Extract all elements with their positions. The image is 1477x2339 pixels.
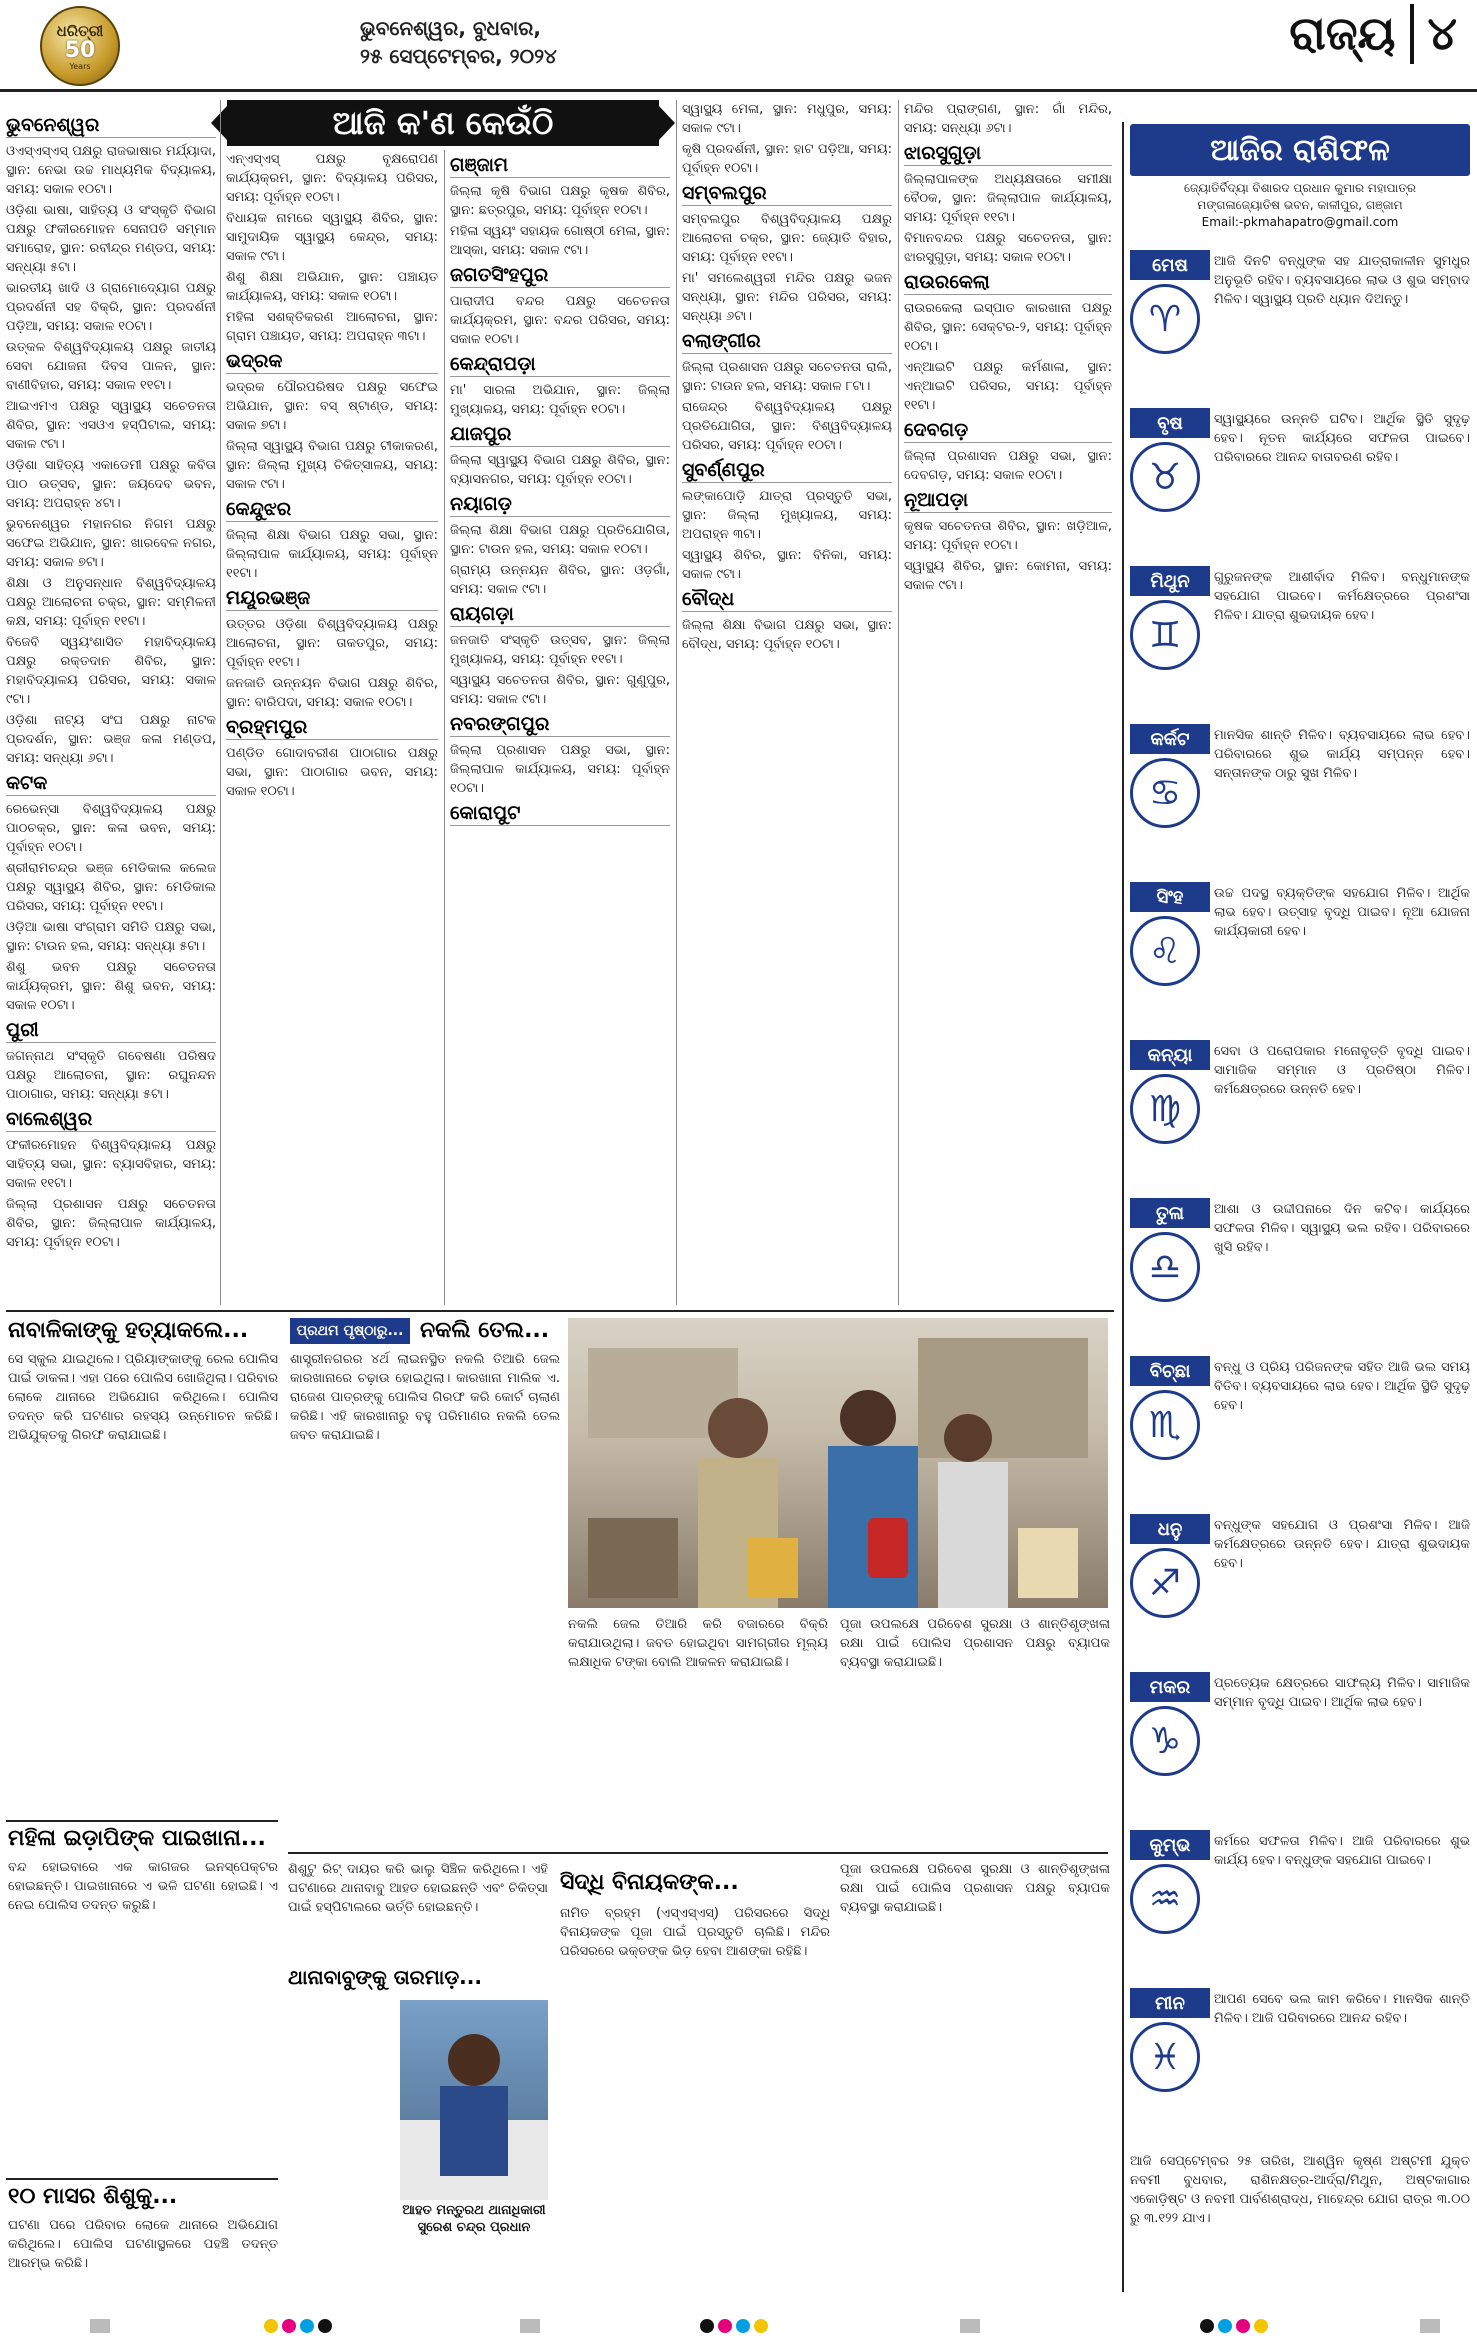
logo-name: ଧରିତ୍ରୀ bbox=[56, 21, 104, 40]
story-headline: ନାବାଳିକାଙ୍କୁ ହତ୍ୟାକଲେ... bbox=[8, 1318, 249, 1343]
news-photo bbox=[568, 1318, 1108, 1608]
author-email: Email:-pkmahapatro@gmail.com bbox=[1201, 215, 1399, 229]
jump-label: ପ୍ରଥମ ପୃଷ୍ଠାରୁ... bbox=[290, 1318, 410, 1344]
district-heading: ନବରଙ୍ଗପୁର bbox=[450, 715, 670, 737]
registration-block bbox=[1420, 2319, 1440, 2333]
black-dot bbox=[1200, 2319, 1214, 2333]
officer-photo bbox=[400, 2000, 548, 2200]
yellow-dot bbox=[264, 2319, 278, 2333]
horoscope-entry bbox=[1130, 1988, 1470, 2138]
zodiac-name: ମୀନ bbox=[1130, 1988, 1210, 2018]
event-item: ଓଡ଼ିଶା ସାହିତ୍ୟ ଏକାଡେମୀ ପକ୍ଷରୁ କବିତା ପାଠ ଉତ୍ସବ, ସ୍ଥାନ: ଜୟଦେବ ଭବନ, ସମୟ: ଅପରାହ୍ନ ୪ଟା। bbox=[6, 458, 216, 511]
zodiac-name: ବିଚ୍ଛା bbox=[1130, 1356, 1210, 1386]
district-heading: ଜଗତସିଂହପୁର bbox=[450, 266, 670, 288]
horoscope-entry bbox=[1130, 408, 1470, 558]
zodiac-name: ମେଷ bbox=[1130, 250, 1210, 280]
district-heading: ବ୍ରହ୍ମପୁର bbox=[226, 718, 438, 740]
dateline-place-day: ଭୁବନେଶ୍ୱର, ବୁଧବାର, bbox=[360, 16, 542, 40]
horoscope-text: ବନ୍ଧୁଙ୍କ ସହଯୋଗ ଓ ପ୍ରଶଂସା ମିଳିବ। ଆଜି କର୍ମକ୍ଷେତ୍ରରେ ଉନ୍ନତି ହେବ। ଯାତ୍ରା ଶୁଭଦାୟକ ହେବ। bbox=[1214, 1518, 1470, 1571]
registration-block bbox=[520, 2319, 540, 2333]
zodiac-name: ମକର bbox=[1130, 1672, 1210, 1702]
event-item: ଜିଲ୍ଲା ପ୍ରଶାସନ ପକ୍ଷରୁ ସଚେତନତା ରାଲି, ସ୍ଥାନ: ଟାଉନ ହଲ, ସମୟ: ସକାଳ ୮ଟା। bbox=[682, 360, 892, 394]
column-rule bbox=[898, 100, 899, 1305]
event-item: ସ୍ୱାସ୍ଥ୍ୟ ଶିବିର, ସ୍ଥାନ: ବିନିକା, ସମୟ: ସକାଳ ୯ଟା। bbox=[682, 548, 892, 582]
event-item: ଶିଶୁ ଭବନ ପକ୍ଷରୁ ସଚେତନତା କାର୍ଯ୍ୟକ୍ରମ, ସ୍ଥାନ: ଶିଶୁ ଭବନ, ସମୟ: ସକାଳ ୧୦ଟା। bbox=[6, 960, 216, 1013]
zodiac-name: କର୍କଟ bbox=[1130, 724, 1210, 754]
logo-years-label: Years bbox=[69, 61, 91, 71]
horoscope-title: ଆଜିର ରାଶିଫଳ bbox=[1130, 124, 1470, 176]
horoscope-text: ଆଜି ଦିନଟି ବନ୍ଧୁଙ୍କ ସହ ଯାତ୍ରାକାଳୀନ ସୁମଧୁର ଅନୁଭୂତି ରହିବ। ବ୍ୟବସାୟରେ ଲାଭ ଓ ଶୁଭ ସମ୍ବାଦ ମିଳିବ। ସ୍ୱାସ୍ଥ୍ୟ ପ୍ରତି ଧ୍ୟାନ ଦିଅନ୍ତୁ। bbox=[1214, 254, 1470, 307]
yellow-dot bbox=[1254, 2319, 1268, 2333]
event-item: ଭାରତୀୟ ଖାଦି ଓ ଗ୍ରାମୋଦ୍ୟୋଗ ପକ୍ଷରୁ ପ୍ରଦର୍ଶନୀ ସହ ବିକ୍ରି, ସ୍ଥାନ: ପ୍ରଦର୍ଶନୀ ପଡ଼ିଆ, ସମୟ: ସକାଳ ୧୦ଟା। bbox=[6, 281, 216, 334]
zodiac-icon: ♏ bbox=[1130, 1390, 1200, 1460]
event-item: ଆଇଏମଏ ପକ୍ଷରୁ ସ୍ୱାସ୍ଥ୍ୟ ସଚେତନତା ଶିବିର, ସ୍ଥାନ: ଏସଓଏ ହସ୍ପିଟାଲ, ସମୟ: ସକାଳ ୯ଟା। bbox=[6, 399, 216, 452]
event-item: ଓଡ଼ିଆ ଭାଷା ସଂଗ୍ରାମ ସମିତି ପକ୍ଷରୁ ସଭା, ସ୍ଥାନ: ଟାଉନ ହଲ, ସମୟ: ସନ୍ଧ୍ୟା ୫ଟା। bbox=[6, 920, 216, 954]
event-item: ଓଡ଼ିଶା ଭାଷା, ସାହିତ୍ୟ ଓ ସଂସ୍କୃତି ବିଭାଗ ପକ୍ଷରୁ ଫକୀରମୋହନ ସେନାପତି ସମ୍ମାନ ସମାରୋହ, ସ୍ଥାନ: ରବୀନ୍ଦ୍ର ମଣ୍ଡପ, ସମୟ: ସନ୍ଧ୍ୟା ୫ଟା। bbox=[6, 203, 216, 275]
district-heading: ବାଲେଶ୍ୱର bbox=[6, 1110, 216, 1132]
district-heading: ରାଉରକେଲା bbox=[904, 273, 1112, 295]
story-headline: ଥାନାବାବୁଙ୍କୁ ତାରମାଡ଼... bbox=[288, 1965, 482, 1989]
section-rule bbox=[6, 1820, 278, 1822]
magenta-dot bbox=[1236, 2319, 1250, 2333]
zodiac-icon: ♑ bbox=[1130, 1706, 1200, 1776]
cyan-dot bbox=[736, 2319, 750, 2333]
horoscope-entry bbox=[1130, 882, 1470, 1032]
horoscope-entry bbox=[1130, 1356, 1470, 1506]
event-item: ଜିଲ୍ଲା ସ୍ୱାସ୍ଥ୍ୟ ବିଭାଗ ପକ୍ଷରୁ ଟୀକାକରଣ, ସ୍ଥାନ: ଜିଲ୍ଲା ମୁଖ୍ୟ ଚିକିତ୍ସାଳୟ, ସମୟ: ସକାଳ ୯ଟା। bbox=[226, 439, 438, 492]
horoscope-text: ଆପଣ ସେବେ ଭଲ କାମ କରିବେ। ମାନସିକ ଶାନ୍ତି ମିଳିବ। ଆଜି ପରିବାରରେ ଆନନ୍ଦ ରହିବ। bbox=[1214, 1992, 1470, 2026]
horoscope-entry bbox=[1130, 1198, 1470, 1348]
event-item: ଶିକ୍ଷା ଓ ଅନୁସନ୍ଧାନ ବିଶ୍ୱବିଦ୍ୟାଳୟ ପକ୍ଷରୁ ଆଲୋଚନା ଚକ୍ର, ସ୍ଥାନ: ସମ୍ମିଳନୀ କକ୍ଷ, ସମୟ: ପୂର୍ବାହ୍ନ ୧୧ଟା। bbox=[6, 576, 216, 629]
district-heading: ଗଞ୍ଜାମ bbox=[450, 156, 670, 178]
photo-illustration bbox=[568, 1318, 1108, 1608]
district-heading: କୋରାପୁଟ bbox=[450, 804, 670, 826]
event-item: ସ୍ୱାସ୍ଥ୍ୟ ମେଳା, ସ୍ଥାନ: ମଧୁପୁର, ସମୟ: ସକାଳ ୯ଟା। bbox=[682, 102, 892, 136]
logo-years-number: 50 bbox=[64, 37, 96, 63]
section-rule bbox=[288, 1852, 1108, 1854]
zodiac-name: ଧନୁ bbox=[1130, 1514, 1210, 1544]
event-item: ସମ୍ବଲପୁର ବିଶ୍ୱବିଦ୍ୟାଳୟ ପକ୍ଷରୁ ଆଲୋଚନା ଚକ୍ର, ସ୍ଥାନ: ଜ୍ୟୋତି ବିହାର, ସମୟ: ପୂର୍ବାହ୍ନ ୧୧ଟା। bbox=[682, 212, 892, 265]
event-item: ଜିଲ୍ଲାପାଳଙ୍କ ଅଧ୍ୟକ୍ଷତାରେ ସମୀକ୍ଷା ବୈଠକ, ସ୍ଥାନ: ଜିଲ୍ଲାପାଳ କାର୍ଯ୍ୟାଳୟ, ସମୟ: ପୂର୍ବାହ୍ନ ୧୧ଟା। bbox=[904, 172, 1112, 225]
event-item: ଏନ୍ଏସ୍ଏସ୍ ପକ୍ଷରୁ ବୃକ୍ଷରୋପଣ କାର୍ଯ୍ୟକ୍ରମ, ସ୍ଥାନ: ବିଦ୍ୟାଳୟ ପରିସର, ସମୟ: ପୂର୍ବାହ୍ନ ୧୦ଟା। bbox=[226, 152, 438, 205]
zodiac-name: ମିଥୁନ bbox=[1130, 566, 1210, 596]
story-body: ନାମିତ ବ୍ରହ୍ମ (ଏସ୍ଏସ୍ଏସ୍) ପରିସରରେ ସିଦ୍ଧି ବିନାୟକଙ୍କ ପୂଜା ପାଇଁ ପ୍ରସ୍ତୁତି ଚାଲିଛି। ମନ୍ଦିର ପରିସରରେ ଭକ୍ତଙ୍କ ଭିଡ଼ ହେବା ଆଶଙ୍କା ରହିଛି। bbox=[560, 1906, 830, 1959]
event-item: ଶିଶୁ ଶିକ୍ଷା ଅଭିଯାନ, ସ୍ଥାନ: ପଞ୍ଚାୟତ କାର୍ଯ୍ୟାଳୟ, ସମୟ: ସକାଳ ୧୦ଟା। bbox=[226, 270, 438, 304]
page-number: ୪ bbox=[1427, 6, 1457, 60]
zodiac-icon: ♍ bbox=[1130, 1074, 1200, 1144]
column-rule bbox=[444, 150, 445, 1305]
yellow-dot bbox=[754, 2319, 768, 2333]
zodiac-name: ତୁଳା bbox=[1130, 1198, 1210, 1228]
section-name: ରାଜ୍ୟ bbox=[1289, 6, 1396, 60]
zodiac-icon: ♋ bbox=[1130, 758, 1200, 828]
events-column-1 bbox=[6, 110, 216, 1305]
district-heading: ବୌଦ୍ଧ bbox=[682, 590, 892, 612]
event-item: ଗ୍ରାମ୍ୟ ଉନ୍ନୟନ ଶିବିର, ସ୍ଥାନ: ଓଡ଼ଗାଁ, ସମୟ: ସକାଳ ୯ଟା। bbox=[450, 563, 670, 597]
event-item: ଜିଲ୍ଲା ସ୍ୱାସ୍ଥ୍ୟ ବିଭାଗ ପକ୍ଷରୁ ଶିବିର, ସ୍ଥାନ: ବ୍ୟାସନଗର, ସମୟ: ପୂର୍ବାହ୍ନ ୧୦ଟା। bbox=[450, 453, 670, 487]
masthead bbox=[0, 0, 1477, 92]
district-heading: ଯାଜପୁର bbox=[450, 425, 670, 447]
event-item: ଜିଲ୍ଲା ପ୍ରଶାସନ ପକ୍ଷରୁ ସଭା, ସ୍ଥାନ: ଜିଲ୍ଲାପାଳ କାର୍ଯ୍ୟାଳୟ, ସମୟ: ପୂର୍ବାହ୍ନ ୧୦ଟା। bbox=[450, 743, 670, 796]
event-item: କୃଷି ପ୍ରଦର୍ଶନୀ, ସ୍ଥାନ: ହାଟ ପଡ଼ିଆ, ସମୟ: ପୂର୍ବାହ୍ନ ୧୦ଟା। bbox=[682, 142, 892, 176]
photo-caption: ଆହତ ମନ୍ତୁରଥ ଥାନାଧିକାରୀ ସୁରେଶ ଚନ୍ଦ୍ର ପ୍ରଧାନ bbox=[402, 2203, 546, 2235]
event-item: ଉତ୍କଳ ବିଶ୍ୱବିଦ୍ୟାଳୟ ପକ୍ଷରୁ ଜାତୀୟ ସେବା ଯୋଜନା ଦିବସ ପାଳନ, ସ୍ଥାନ: ବାଣୀବିହାର, ସମୟ: ସକାଳ ୧୧ଟା। bbox=[6, 340, 216, 393]
district-heading: ଭଦ୍ରକ bbox=[226, 352, 438, 374]
horoscope-text: ଆଶା ଓ ଉଦ୍ଦୀପନାରେ ଦିନ କଟିବ। କାର୍ଯ୍ୟରେ ସଫଳତା ମିଳିବ। ସ୍ୱାସ୍ଥ୍ୟ ଭଲ ରହିବ। ପରିବାରରେ ଖୁସି ରହିବ। bbox=[1214, 1202, 1470, 1255]
horoscope-text: ଗୁରୁଜନଙ୍କ ଆଶୀର୍ବାଦ ମିଳିବ। ବନ୍ଧୁମାନଙ୍କ ସହଯୋଗ ପାଇବେ। କର୍ମକ୍ଷେତ୍ରରେ ପ୍ରଶଂସା ମିଳିବ। ଯାତ୍ରା ଶୁଭଦାୟକ ହେବ। bbox=[1214, 570, 1470, 623]
dateline bbox=[360, 14, 557, 70]
event-item: ମହିଳା ସଶକ୍ତିକରଣ ଆଲୋଚନା, ସ୍ଥାନ: ଗ୍ରାମ ପଞ୍ଚାୟତ, ସମୟ: ଅପରାହ୍ନ ୩ଟା। bbox=[226, 310, 438, 344]
zodiac-name: ବୃଷ bbox=[1130, 408, 1210, 438]
event-item: ଓଡ଼ିଶା ନାଟ୍ୟ ସଂଘ ପକ୍ଷରୁ ନାଟକ ପ୍ରଦର୍ଶନ, ସ୍ଥାନ: ଭଞ୍ଜ କଳା ମଣ୍ଡପ, ସମୟ: ସନ୍ଧ୍ୟା ୬ଟା। bbox=[6, 713, 216, 766]
section-rule bbox=[6, 2178, 278, 2180]
events-column-5 bbox=[904, 100, 1112, 1305]
story-body: ପୂଜା ଉପଲକ୍ଷେ ପରିବେଶ ସୁରକ୍ଷା ଓ ଶାନ୍ତିଶୃଙ୍ଖଳା ରକ୍ଷା ପାଇଁ ପୋଲିସ ପ୍ରଶାସନ ପକ୍ଷରୁ ବ୍ୟାପକ ବ୍ୟବସ୍ଥା କରାଯାଇଛି। bbox=[840, 1862, 1110, 1915]
column-rule bbox=[220, 100, 221, 1305]
event-item: ଶ୍ରୀରାମଚନ୍ଦ୍ର ଭଞ୍ଜ ମେଡିକାଲ କଲେଜ ପକ୍ଷରୁ ସ୍ୱାସ୍ଥ୍ୟ ଶିବିର, ସ୍ଥାନ: ମେଡିକାଲ ପରିସର, ସମୟ: ପୂର୍ବାହ୍ନ ୧୧ଟା। bbox=[6, 861, 216, 914]
event-item: ମନ୍ଦିର ପ୍ରାଙ୍ଗଣ, ସ୍ଥାନ: ଗାଁ ମନ୍ଦିର, ସମୟ: ସନ୍ଧ୍ୟା ୬ଟା। bbox=[904, 102, 1112, 136]
events-column-2 bbox=[226, 150, 438, 1305]
magenta-dot bbox=[718, 2319, 732, 2333]
zodiac-name: ସିଂହ bbox=[1130, 882, 1210, 912]
events-column-3 bbox=[450, 150, 670, 1305]
panchang: ଆଜି ସେପ୍ଟେମ୍ବର ୨୫ ତାରିଖ, ଆଶ୍ୱିନ କୃଷ୍ଣ ଅଷ୍ଟମୀ ଯୁକ୍ତ ନବମୀ ବୁଧବାର, ରାଶିନକ୍ଷତ୍ର-ଆର୍ଦ୍ରା/ମିଥୁନ, ଅଷ୍ଟକାଗାର ଏକୋଡ଼ିଷ୍ଟ ଓ ନବମୀ ପାର୍ବଣଶ୍ରାଦ୍ଧ, ମାହେନ୍ଦ୍ର ଯୋଗ ରାତ୍ର ୩.୦୦ ରୁ ୩.୧୨୨ ଯାଏ। bbox=[1130, 2154, 1470, 2226]
horoscope-author bbox=[1130, 180, 1470, 231]
story-body: ଶିଶୁଟୁ ରିଟ୍ ଦାୟର କରି ଭାଲୁ ସିଞ୍ଚିଳ କରିଥିଲେ। ଏହି ଘଟଣାରେ ଥାନାବାବୁ ଆହତ ହୋଇଛନ୍ତି ଏବଂ ଚିକିତ୍ସା ପାଇଁ ହସ୍ପିଟାଲରେ ଭର୍ତ୍ତି ହୋଇଛନ୍ତି। bbox=[288, 1862, 548, 1915]
zodiac-icon: ♈ bbox=[1130, 284, 1200, 354]
horoscope-entry bbox=[1130, 1830, 1470, 1980]
registration-block bbox=[960, 2319, 980, 2333]
zodiac-name: କୁମ୍ଭ bbox=[1130, 1830, 1210, 1860]
column-rule bbox=[676, 100, 677, 1305]
author-address: ମଙ୍ଗଳାଜ୍ୟୋତିଷ ଭବନ, କାଳୀପୁର, ଗଞ୍ଜାମ bbox=[1197, 198, 1403, 212]
magenta-dot bbox=[282, 2319, 296, 2333]
event-item: ଜଗନ୍ନାଥ ସଂସ୍କୃତି ଗବେଷଣା ପରିଷଦ ପକ୍ଷରୁ ଆଲୋଚନା, ସ୍ଥାନ: ରଘୁନନ୍ଦନ ପାଠାଗାର, ସମୟ: ସନ୍ଧ୍ୟା ୫ଟା। bbox=[6, 1049, 216, 1102]
event-item: ସ୍ୱାସ୍ଥ୍ୟ ସଚେତନତା ଶିବିର, ସ୍ଥାନ: ଗୁଣୁପୁର, ସମୟ: ସକାଳ ୯ଟା। bbox=[450, 673, 670, 707]
district-heading: ଝାରସୁଗୁଡ଼ା bbox=[904, 144, 1112, 166]
event-item: ପାରାଦୀପ ବନ୍ଦର ପକ୍ଷରୁ ସଚେତନତା କାର୍ଯ୍ୟକ୍ରମ, ସ୍ଥାନ: ବନ୍ଦର ପରିସର, ସମୟ: ସକାଳ ୧୦ଟା। bbox=[450, 294, 670, 347]
district-heading: ଦେବଗଡ଼ bbox=[904, 421, 1112, 443]
event-item: ଜିଲ୍ଲା ଶିକ୍ଷା ବିଭାଗ ପକ୍ଷରୁ ସଭା, ସ୍ଥାନ: ଜିଲ୍ଲାପାଳ କାର୍ଯ୍ୟାଳୟ, ସମୟ: ପୂର୍ବାହ୍ନ ୧୧ଟା। bbox=[226, 528, 438, 581]
section-rule bbox=[6, 1310, 1114, 1312]
event-item: ଭଦ୍ରକ ପୌରପରିଷଦ ପକ୍ଷରୁ ସଫେଇ ଅଭିଯାନ, ସ୍ଥାନ: ବସ୍ ଷ୍ଟାଣ୍ଡ, ସମୟ: ସକାଳ ୭ଟା। bbox=[226, 380, 438, 433]
district-heading: ନୟାଗଡ଼ bbox=[450, 495, 670, 517]
story-body: ବନ୍ଦ ହୋଇବାରେ ଏକ କାଗଜର ଇନସ୍ପେକ୍ଟର ହୋଇଛନ୍ତି। ପାଇଖାନାରେ ଏ ଭଳି ଘଟଣା ହୋଇଛି। ଏ ନେଇ ପୋଲିସ ତଦନ୍ତ କରୁଛି। bbox=[8, 1860, 278, 1913]
horoscope-entry bbox=[1130, 1514, 1470, 1664]
horoscope-text: ପ୍ରତ୍ୟେକ କ୍ଷେତ୍ରରେ ସାଫଲ୍ୟ ମିଳିବ। ସାମାଜିକ ସମ୍ମାନ ବୃଦ୍ଧି ପାଇବ। ଆର୍ଥିକ ଲାଭ ହେବ। bbox=[1214, 1676, 1470, 1710]
event-item: ଜନଜାତି ଉନ୍ନୟନ ବିଭାଗ ପକ୍ଷରୁ ଶିବିର, ସ୍ଥାନ: ବାରିପଦା, ସମୟ: ସକାଳ ୧୦ଟା। bbox=[226, 676, 438, 710]
events-banner: ଆଜି କ'ଣ କେଉଁଠି bbox=[227, 100, 659, 146]
header-divider bbox=[1410, 4, 1414, 64]
zodiac-icon: ♎ bbox=[1130, 1232, 1200, 1302]
event-item: କୃଷକ ସଚେତନତା ଶିବିର, ସ୍ଥାନ: ଖଡ଼ିଆଳ, ସମୟ: ପୂର୍ବାହ୍ନ ୧୦ଟା। bbox=[904, 519, 1112, 553]
story-body: ଶାସ୍ତ୍ରୀନଗରର ୪ର୍ଥ ଲାଇନସ୍ଥିତ ନକଲି ତିଆରି ଜେଲ କାରଖାନାରେ ଚଢ଼ାଉ ହୋଇଥିଲା। କାରଖାନା ମାଲିକ ଏ. ରାଜେଶ ପାତ୍ରଙ୍କୁ ପୋଲିସ ଗିରଫ କରି କୋର୍ଟ ଚାଲାଣ କରିଛି। ଏହି କାରଖାନାରୁ ବହୁ ପରିମାଣର ନକଲି ତେଲ ଜବତ କରାଯାଇଛି। bbox=[290, 1352, 560, 1443]
event-item: ବିଜେବି ସ୍ୱୟଂଶାସିତ ମହାବିଦ୍ୟାଳୟ ପକ୍ଷରୁ ରକ୍ତଦାନ ଶିବିର, ସ୍ଥାନ: ମହାବିଦ୍ୟାଳୟ ପରିସର, ସମୟ: ସକାଳ ୯ଟା। bbox=[6, 635, 216, 707]
zodiac-icon: ♐ bbox=[1130, 1548, 1200, 1618]
cyan-dot bbox=[300, 2319, 314, 2333]
district-heading: ମୟୂରଭଞ୍ଜ bbox=[226, 589, 438, 611]
story-headline: ମହିଳା ଇଡ଼ାପିଙ୍କ ପାଇଖାନା... bbox=[8, 1826, 266, 1851]
horoscope-text: ମାନସିକ ଶାନ୍ତି ମିଳିବ। ବ୍ୟବସାୟରେ ଲାଭ ହେବ। ପରିବାରରେ ଶୁଭ କାର୍ଯ୍ୟ ସମ୍ପନ୍ନ ହେବ। ସନ୍ତାନଙ୍କ ଠାରୁ ସୁଖ ମିଳିବ। bbox=[1214, 728, 1470, 781]
event-item: ଜନଜାତି ସଂସ୍କୃତି ଉତ୍ସବ, ସ୍ଥାନ: ଜିଲ୍ଲା ମୁଖ୍ୟାଳୟ, ସମୟ: ପୂର୍ବାହ୍ନ ୧୧ଟା। bbox=[450, 633, 670, 667]
event-item: ରାଜେନ୍ଦ୍ର ବିଶ୍ୱବିଦ୍ୟାଳୟ ପକ୍ଷରୁ ପ୍ରତିଯୋଗିତା, ସ୍ଥାନ: ବିଶ୍ୱବିଦ୍ୟାଳୟ ପରିସର, ସମୟ: ପୂର୍ବାହ୍ନ ୧୦ଟା। bbox=[682, 400, 892, 453]
event-item: ଏନ୍ଆଇଟି ପକ୍ଷରୁ କର୍ମଶାଳା, ସ୍ଥାନ: ଏନ୍ଆଇଟି ପରିସର, ସମୟ: ପୂର୍ବାହ୍ନ ୧୧ଟା। bbox=[904, 360, 1112, 413]
horoscope-entry bbox=[1130, 1040, 1470, 1190]
event-item: ରାଉରକେଲା ଇସ୍ପାତ କାରଖାନା ପକ୍ଷରୁ ଶିବିର, ସ୍ଥାନ: ସେକ୍ଟର-୨, ସମୟ: ପୂର୍ବାହ୍ନ ୧୦ଟା। bbox=[904, 301, 1112, 354]
event-item: ମା' ସମଲେଶ୍ୱରୀ ମନ୍ଦିର ପକ୍ଷରୁ ଭଜନ ସନ୍ଧ୍ୟା, ସ୍ଥାନ: ମନ୍ଦିର ପରିସର, ସମୟ: ସନ୍ଧ୍ୟା ୬ଟା। bbox=[682, 271, 892, 324]
event-item: ବିଧାୟକ ନାମରେ ସ୍ୱାସ୍ଥ୍ୟ ଶିବିର, ସ୍ଥାନ: ସାମୁଦାୟିକ ସ୍ୱାସ୍ଥ୍ୟ କେନ୍ଦ୍ର, ସମୟ: ସକାଳ ୯ଟା। bbox=[226, 211, 438, 264]
event-item: ଜିଲ୍ଲା ଶିକ୍ଷା ବିଭାଗ ପକ୍ଷରୁ ପ୍ରତିଯୋଗିତା, ସ୍ଥାନ: ଟାଉନ ହଲ, ସମୟ: ସକାଳ ୧୦ଟା। bbox=[450, 523, 670, 557]
district-heading: କେନ୍ଦ୍ରାପଡ଼ା bbox=[450, 355, 670, 377]
event-item: ପଣ୍ଡିତ ଗୋଦାବରୀଶ ପାଠାଗାର ପକ୍ଷରୁ ସଭା, ସ୍ଥାନ: ପାଠାଗାର ଭବନ, ସମୟ: ସକାଳ ୧୦ଟା। bbox=[226, 746, 438, 799]
district-heading: କେନ୍ଦୁଝର bbox=[226, 500, 438, 522]
district-heading: କଟକ bbox=[6, 774, 216, 796]
event-item: ମହିଳା ସ୍ୱୟଂ ସହାୟକ ଗୋଷ୍ଠୀ ମେଳା, ସ୍ଥାନ: ଆସ୍କା, ସମୟ: ସକାଳ ୯ଟା। bbox=[450, 224, 670, 258]
event-item: ଜିଲ୍ଲା କୃଷି ବିଭାଗ ପକ୍ଷରୁ କୃଷକ ଶିବିର, ସ୍ଥାନ: ଛତ୍ରପୁର, ସମୟ: ପୂର୍ବାହ୍ନ ୧୦ଟା। bbox=[450, 184, 670, 218]
events-column-4 bbox=[682, 100, 892, 1305]
zodiac-icon: ♌ bbox=[1130, 916, 1200, 986]
registration-block bbox=[90, 2319, 110, 2333]
district-heading: ସୁବର୍ଣ୍ଣପୁର bbox=[682, 461, 892, 483]
horoscope-text: ବନ୍ଧୁ ଓ ପ୍ରିୟ ପରିଜନଙ୍କ ସହିତ ଆଜି ଭଲ ସମୟ ବିତିବ। ବ୍ୟବସାୟରେ ଲାଭ ହେବ। ଆର୍ଥିକ ସ୍ଥିତି ସୁଦୃଢ଼ ହେବ। bbox=[1214, 1360, 1470, 1413]
event-item: ରେଭେନ୍ସା ବିଶ୍ୱବିଦ୍ୟାଳୟ ପକ୍ଷରୁ ପାଠଚକ୍ର, ସ୍ଥାନ: କଳା ଭବନ, ସମୟ: ପୂର୍ବାହ୍ନ ୧୦ଟା। bbox=[6, 802, 216, 855]
event-item: ସ୍ୱାସ୍ଥ୍ୟ ଶିବିର, ସ୍ଥାନ: କୋମନା, ସମୟ: ସକାଳ ୯ଟା। bbox=[904, 559, 1112, 593]
horoscope-text: ଉଚ୍ଚ ପଦସ୍ଥ ବ୍ୟକ୍ତିଙ୍କ ସହଯୋଗ ମିଳିବ। ଆର୍ଥିକ ଲାଭ ହେବ। ଉତ୍ସାହ ବୃଦ୍ଧି ପାଇବ। ନୂଆ ଯୋଜନା କାର୍ଯ୍ୟକାରୀ ହେବ। bbox=[1214, 886, 1470, 939]
event-item: ଜିଲ୍ଲା ଶିକ୍ଷା ବିଭାଗ ପକ୍ଷରୁ ସଭା, ସ୍ଥାନ: ବୌଦ୍ଧ, ସମୟ: ପୂର୍ବାହ୍ନ ୧୦ଟା। bbox=[682, 618, 892, 652]
zodiac-icon: ♊ bbox=[1130, 600, 1200, 670]
district-heading: ରାୟଗଡ଼ା bbox=[450, 605, 670, 627]
cyan-dot bbox=[1218, 2319, 1232, 2333]
page-header bbox=[1289, 4, 1457, 64]
event-item: ଲଙ୍କାପୋଡ଼ି ଯାତ୍ରା ପ୍ରସ୍ତୁତି ସଭା, ସ୍ଥାନ: ଜିଲ୍ଲା ମୁଖ୍ୟାଳୟ, ସମୟ: ଅପରାହ୍ନ ୩ଟା। bbox=[682, 489, 892, 542]
zodiac-icon: ♉ bbox=[1130, 442, 1200, 512]
zodiac-icon: ♒ bbox=[1130, 1864, 1200, 1934]
newspaper-logo bbox=[40, 6, 120, 86]
event-item: ଜିଲ୍ଲା ପ୍ରଶାସନ ପକ୍ଷରୁ ସଚେତନତା ଶିବିର, ସ୍ଥାନ: ଜିଲ୍ଲାପାଳ କାର୍ଯ୍ୟାଳୟ, ସମୟ: ପୂର୍ବାହ୍ନ ୧୦ଟା। bbox=[6, 1197, 216, 1250]
horoscope-entry bbox=[1130, 566, 1470, 716]
horoscope-text: ସ୍ୱାସ୍ଥ୍ୟରେ ଉନ୍ନତି ଘଟିବ। ଆର୍ଥିକ ସ୍ଥିତି ସୁଦୃଢ଼ ହେବ। ନୂତନ କାର୍ଯ୍ୟରେ ସଫଳତା ପାଇବେ। ପରିବାରରେ ଆନନ୍ଦ ବାତାବରଣ ରହିବ। bbox=[1214, 412, 1470, 465]
zodiac-icon: ♓ bbox=[1130, 2022, 1200, 2092]
event-item: ଫକୀରମୋହନ ବିଶ୍ୱବିଦ୍ୟାଳୟ ପକ୍ଷରୁ ସାହିତ୍ୟ ସଭା, ସ୍ଥାନ: ବ୍ୟାସବିହାର, ସମୟ: ସକାଳ ୧୧ଟା। bbox=[6, 1138, 216, 1191]
horoscope-text: କର୍ମରେ ସଫଳତା ମିଳିବ। ଆଜି ପରିବାରରେ ଶୁଭ କାର୍ଯ୍ୟ ହେବ। ବନ୍ଧୁଙ୍କ ସହଯୋଗ ପାଇବେ। bbox=[1214, 1834, 1470, 1868]
district-heading: ବଲାଙ୍ଗୀର bbox=[682, 332, 892, 354]
event-item: ଭୁବନେଶ୍ୱର ମହାନଗର ନିଗମ ପକ୍ଷରୁ ସଫେଇ ଅଭିଯାନ, ସ୍ଥାନ: ଖାରବେଳ ନଗର, ସମୟ: ସକାଳ ୭ଟା। bbox=[6, 517, 216, 570]
story-body: ପୂଜା ଉପଲକ୍ଷେ ପରିବେଶ ସୁରକ୍ଷା ଓ ଶାନ୍ତିଶୃଙ୍ଖଳା ରକ୍ଷା ପାଇଁ ପୋଲିସ ପ୍ରଶାସନ ପକ୍ଷରୁ ବ୍ୟାପକ ବ୍ୟବସ୍ଥା କରାଯାଇଛି। bbox=[840, 1617, 1110, 1670]
story-headline: ୧୦ ମାସର ଶିଶୁକୁ... bbox=[8, 2184, 178, 2209]
author-name: ଜ୍ୟୋତିର୍ବିଦ୍ୟା ବିଶାରଦ ପ୍ରଧାନ କୁମାର ମହାପାତ୍ର bbox=[1184, 181, 1416, 195]
story-headline: ନକଲି ତେଲ... bbox=[420, 1318, 550, 1343]
event-item: ମା' ସାରଳା ଅଭିଯାନ, ସ୍ଥାନ: ଜିଲ୍ଲା ମୁଖ୍ୟାଳୟ, ସମୟ: ପୂର୍ବାହ୍ନ ୧୦ଟା। bbox=[450, 383, 670, 417]
event-item: ବିମାନବନ୍ଦର ପକ୍ଷରୁ ସଚେତନତା, ସ୍ଥାନ: ଝାରସୁଗୁଡ଼ା, ସମୟ: ସକାଳ ୧୦ଟା। bbox=[904, 231, 1112, 265]
story-headline: ସିଦ୍ଧି ବିନାୟକଙ୍କ... bbox=[560, 1870, 739, 1895]
event-item: ଜିଲ୍ଲା ପ୍ରଶାସନ ପକ୍ଷରୁ ସଭା, ସ୍ଥାନ: ଦେବଗଡ଼, ସମୟ: ସକାଳ ୧୦ଟା। bbox=[904, 449, 1112, 483]
black-dot bbox=[318, 2319, 332, 2333]
story-body: ସେ ସ୍କୁଲ ଯାଇଥିଲେ। ପ୍ରିୟାଙ୍କାଙ୍କୁ ରେଲ ପୋଲିସ ପାଇଁ ଡାକଳା। ଏହା ପରେ ପୋଲିସ ଖୋଜିଥିଲା। ପରିବାର ଲୋକେ ଥାନାରେ ଅଭିଯୋଗ କରିଥିଲେ। ପୋଲିସ ତଦନ୍ତ କରି ଘଟଣାର ରହସ୍ୟ ଉନ୍ମୋଚନ କରିଛି। ଅଭିଯୁକ୍ତକୁ ଗିରଫ କରାଯାଇଛି। bbox=[8, 1352, 278, 1443]
black-dot bbox=[700, 2319, 714, 2333]
story-body: ଘଟଣା ପରେ ପରିବାର ଲୋକେ ଥାନାରେ ଅଭିଯୋଗ କରିଥିଲେ। ପୋଲିସ ଘଟଣାସ୍ଥଳରେ ପହଞ୍ଚି ତଦନ୍ତ ଆରମ୍ଭ କରିଛି। bbox=[8, 2218, 278, 2271]
print-registration-marks bbox=[0, 2314, 1477, 2339]
district-heading: ନୂଆପଡ଼ା bbox=[904, 491, 1112, 513]
district-heading: ପୁରୀ bbox=[6, 1021, 216, 1043]
dateline-date: ୨୫ ସେପ୍ଟେମ୍ବର, ୨୦୨୪ bbox=[360, 44, 557, 68]
event-item: ଓଏସ୍ଏସ୍ଏସ୍ ପକ୍ଷରୁ ରାଜଭାଷାର ମର୍ଯ୍ୟାଦା, ସ୍ଥାନ: ନେଭା ଉଚ୍ଚ ମାଧ୍ୟମିକ ବିଦ୍ୟାଳୟ, ସମୟ: ସକାଳ ୧୦ଟା। bbox=[6, 144, 216, 197]
officer-illustration bbox=[400, 2000, 548, 2200]
horoscope-entry bbox=[1130, 1672, 1470, 1822]
district-heading: ସମ୍ବଲପୁର bbox=[682, 184, 892, 206]
zodiac-name: କନ୍ୟା bbox=[1130, 1040, 1210, 1070]
district-heading: ଭୁବନେଶ୍ୱର bbox=[6, 116, 216, 138]
story-body: ନକଲି ଜେଲ ତିଆରି କରି ବଜାରରେ ବିକ୍ରି କରାଯାଉଥିଲା। ଜବତ ହୋଇଥିବା ସାମଗ୍ରୀର ମୂଲ୍ୟ ଲକ୍ଷାଧିକ ଟଙ୍କା ବୋଲି ଆକଳନ କରାଯାଇଛି। bbox=[568, 1617, 828, 1670]
horoscope-entry bbox=[1130, 250, 1470, 400]
horoscope-text: ସେବା ଓ ପରୋପକାର ମନୋବୃତ୍ତି ବୃଦ୍ଧି ପାଇବ। ସାମାଜିକ ସମ୍ମାନ ଓ ପ୍ରତିଷ୍ଠା ମିଳିବ। କର୍ମକ୍ଷେତ୍ରରେ ଉନ୍ନତି ହେବ। bbox=[1214, 1044, 1470, 1097]
event-item: ଉତ୍ତର ଓଡ଼ିଶା ବିଶ୍ୱବିଦ୍ୟାଳୟ ପକ୍ଷରୁ ଆଲୋଚନା, ସ୍ଥାନ: ତାକତପୁର, ସମୟ: ପୂର୍ବାହ୍ନ ୧୧ଟା। bbox=[226, 617, 438, 670]
horoscope-entry bbox=[1130, 724, 1470, 874]
